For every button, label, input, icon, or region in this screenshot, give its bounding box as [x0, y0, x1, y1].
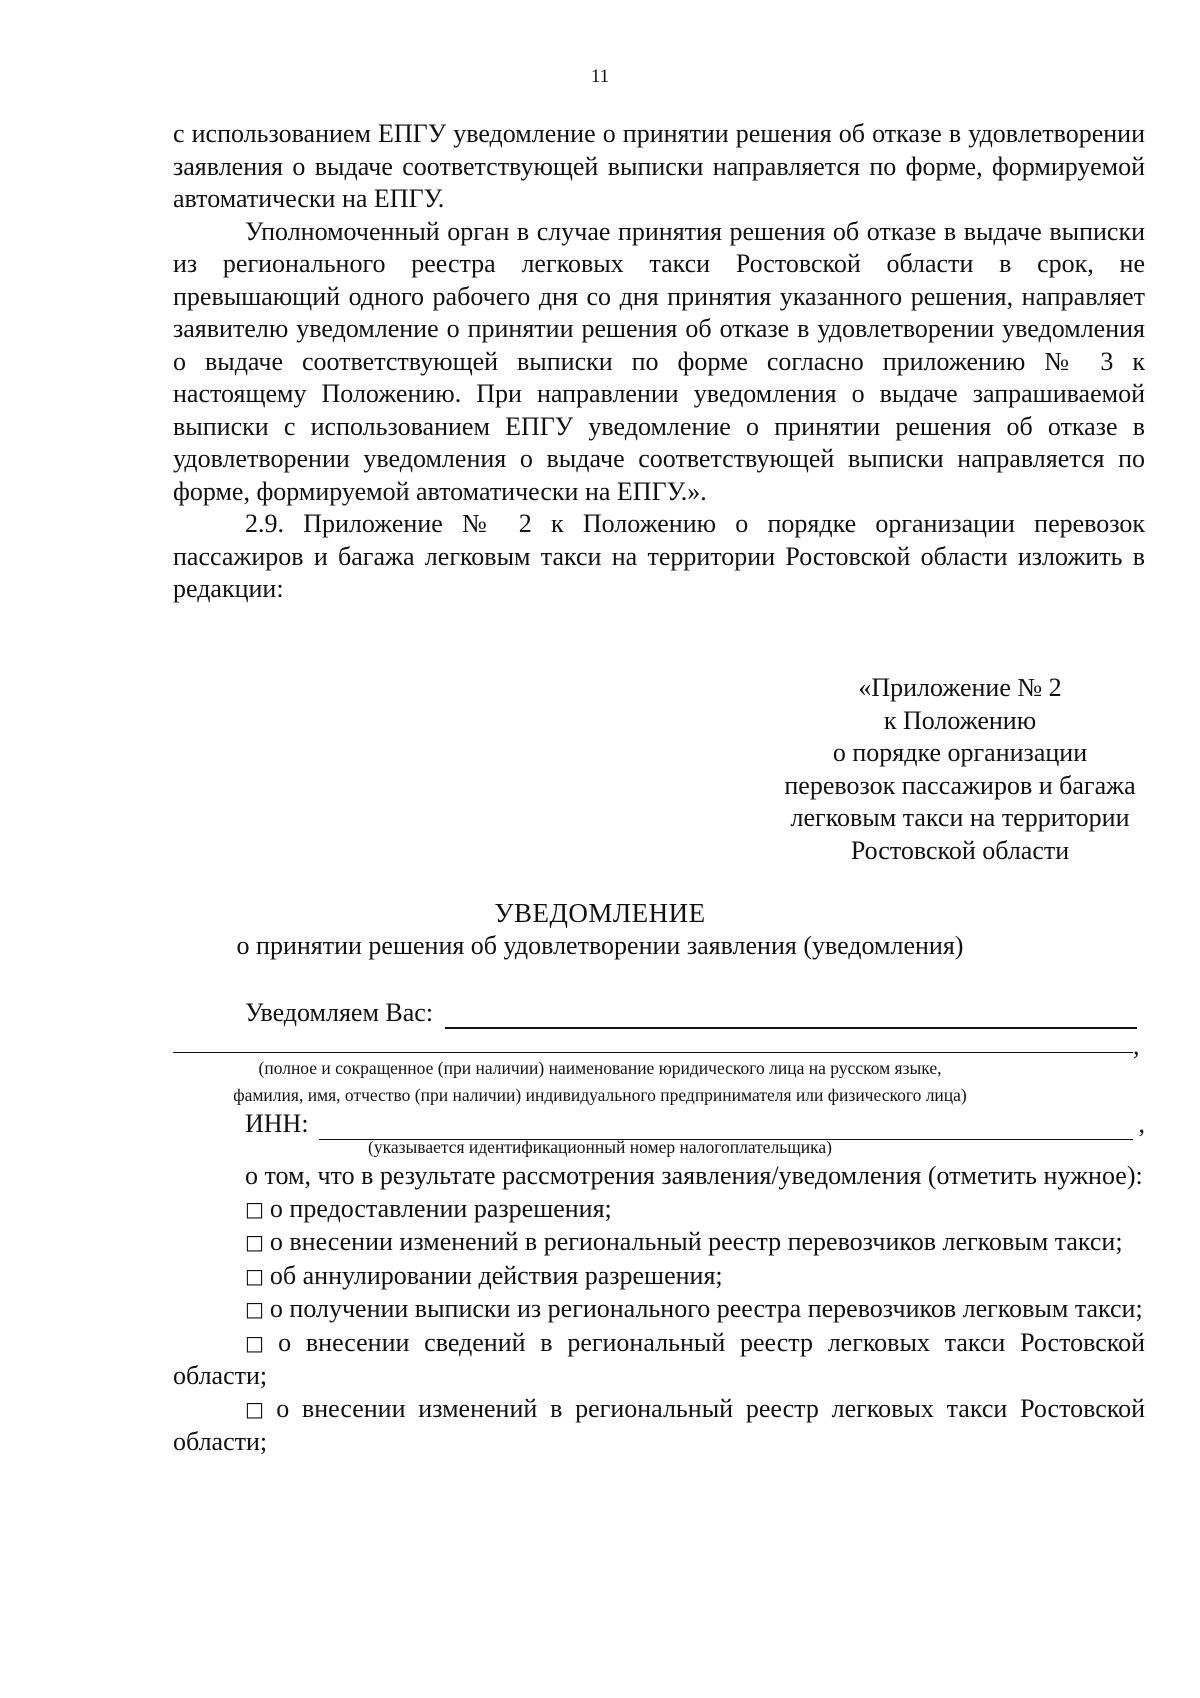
name-hint	[0, 1055, 1200, 1109]
checkbox-icon[interactable]: □	[245, 1396, 271, 1421]
notify-row	[245, 995, 1145, 1029]
option-label: о внесении изменений в региональный реестр перевозчиков легковым такси;	[269, 1227, 1123, 1256]
option-label: о внесении сведений в региональный реестр легковых такси Ростовской области;	[173, 1327, 1145, 1390]
checkbox-icon[interactable]: □	[245, 1297, 264, 1321]
inn-hint: (указывается идентификационный номер налогоплательщика)	[368, 1137, 832, 1157]
option-item	[173, 1393, 1145, 1459]
page-number: 11	[590, 66, 610, 87]
option-label: о предоставлении разрешения;	[269, 1193, 612, 1223]
notify-label: Уведомляем Вас:	[245, 997, 434, 1027]
option-label: о внесении изменений в региональный реестр легковых такси Ростовской области;	[173, 1393, 1145, 1456]
name-blank-line	[173, 1052, 1133, 1053]
paragraph-2-9: 2.9. Приложение № 2 к Положению о порядке организации перевозок пассажиров и багажа легковым такси на территории Ростовской области изложить в редакции:	[173, 509, 1145, 603]
appendix-line: легковым такси на территории	[790, 803, 1130, 832]
checkbox-icon[interactable]: □	[245, 1263, 264, 1288]
option-item	[173, 1193, 1145, 1227]
option-label: о получении выписки из регионального реестра перевозчиков легковым такси;	[269, 1294, 1143, 1323]
option-item	[173, 1293, 1145, 1327]
appendix-line: «Приложение № 2	[858, 673, 1062, 702]
option-item	[173, 1327, 1145, 1393]
paragraph-authorized-body: Уполномоченный орган в случае принятия решения об отказе в выдаче выписки из регионального реестра легковых такси Ростовской области в срок, не превышающий одного рабочего дня со дня принятия указанного решения, направляет заявителю уведомление о принятии решения об отказе в удовлетворении уведомления о выдаче соответствующей выписки по форме согласно приложению № 3 к настоящему Положению. При направлении уведомления о выдаче запрашиваемой выписки с использованием ЕПГУ уведомление о принятии решения об отказе в удовлетворении уведомления о выдаче соответствующей выписки направляется по форме, формируемой автоматически на ЕПГУ.».	[173, 216, 1145, 506]
option-item	[173, 1260, 1145, 1294]
checkbox-icon[interactable]: □	[245, 1196, 264, 1221]
notice-subtitle: о принятии решения об удовлетворении заявления (уведомления)	[236, 931, 964, 960]
name-line-comma: ,	[1133, 1031, 1140, 1060]
option-item	[173, 1226, 1145, 1260]
appendix-line: перевозок пассажиров и багажа	[784, 770, 1136, 800]
appendix-heading	[740, 672, 1180, 867]
inn-line-comma: ,	[1138, 1108, 1145, 1138]
option-label: об аннулировании действия разрешения;	[269, 1260, 723, 1290]
notice-title: УВЕДОМЛЕНИЕ	[494, 898, 706, 928]
body-text	[173, 118, 1145, 606]
checkbox-icon[interactable]: □	[245, 1330, 273, 1355]
name-hint-line1: (полное и сокращенное (при наличии) наименование юридического лица на русском языке,	[258, 1058, 942, 1078]
appendix-line: к Положению	[883, 705, 1037, 735]
options-list	[173, 1160, 1145, 1459]
intro-text: о том, что в результате рассмотрения заявления/уведомления (отметить нужное):	[245, 1161, 1143, 1190]
checkbox-icon[interactable]: □	[245, 1230, 264, 1254]
appendix-line: Ростовской области	[850, 835, 1070, 865]
name-hint-line2: фамилия, имя, отчество (при наличии) индивидуального предпринимателя или физического лица)	[233, 1085, 967, 1105]
appendix-line: о порядке организации	[832, 738, 1088, 767]
notify-blank-line	[445, 1001, 1137, 1029]
paragraph-epgu-continuation: с использованием ЕПГУ уведомление о принятии решения об отказе в удовлетворении заявления о выдаче соответствующей выписки направляется по форме, формируемой автоматически на ЕПГУ.	[173, 119, 1145, 213]
inn-label: ИНН:	[245, 1108, 309, 1138]
